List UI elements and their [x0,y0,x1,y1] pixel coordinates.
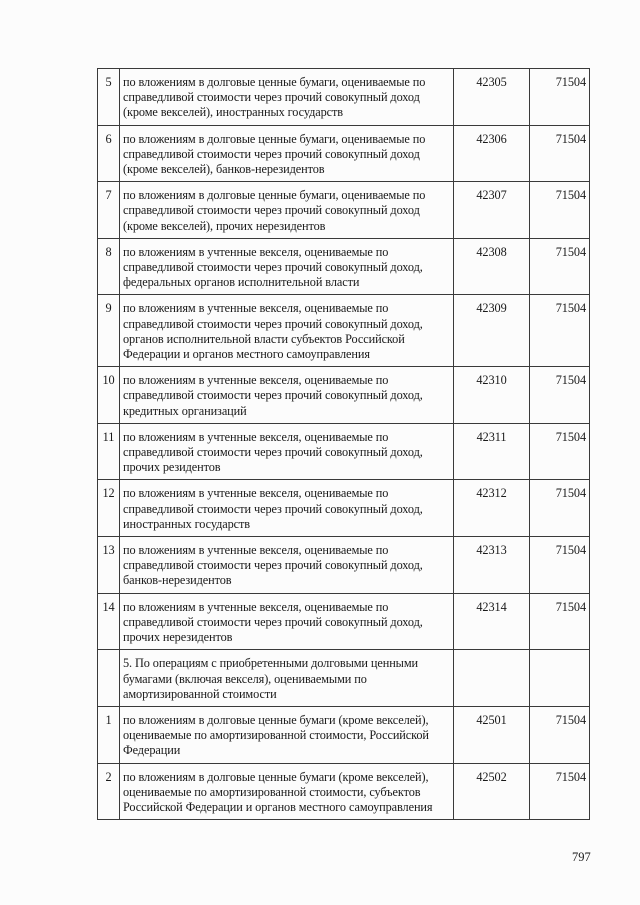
row-description: по вложениям в долговые ценные бумаги, оцениваемые по справедливой стоимости через прочий совокупный доход (кроме векселей), иностранных государств [120,69,454,126]
section-heading-row [98,650,590,707]
account-code: 42309 [454,295,530,367]
row-description: по вложениям в учтенные векселя, оцениваемые по справедливой стоимости через прочий совокупный доход, прочих нерезидентов [120,593,454,650]
account-table [97,68,590,820]
account-code: 42502 [454,763,530,820]
row-description: по вложениям в учтенные векселя, оцениваемые по справедливой стоимости через прочий совокупный доход, кредитных организаций [120,367,454,424]
symbol-code: 71504 [530,125,590,182]
account-code: 42310 [454,367,530,424]
symbol-code: 71504 [530,537,590,594]
account-code: 42306 [454,125,530,182]
table-row [98,182,590,239]
row-number: 6 [98,125,120,182]
symbol-code: 71504 [530,423,590,480]
row-description: по вложениям в долговые ценные бумаги (кроме векселей), оцениваемые по амортизированной стоимости, Российской Федерации [120,706,454,763]
row-description: по вложениям в долговые ценные бумаги (кроме векселей), оцениваемые по амортизированной стоимости, субъектов Российской Федерации и органов местного самоуправления [120,763,454,820]
row-number: 5 [98,69,120,126]
account-code: 42313 [454,537,530,594]
symbol-code [530,650,590,707]
row-number: 14 [98,593,120,650]
table-row [98,69,590,126]
symbol-code: 71504 [530,706,590,763]
table-row [98,480,590,537]
symbol-code: 71504 [530,367,590,424]
row-number: 1 [98,706,120,763]
row-description: по вложениям в учтенные векселя, оцениваемые по справедливой стоимости через прочий совокупный доход, федеральных органов исполнительной власти [120,238,454,295]
table-row [98,537,590,594]
account-code: 42311 [454,423,530,480]
symbol-code: 71504 [530,295,590,367]
table-row [98,238,590,295]
symbol-code: 71504 [530,593,590,650]
account-code: 42312 [454,480,530,537]
table-row [98,706,590,763]
row-description: по вложениям в долговые ценные бумаги, оцениваемые по справедливой стоимости через прочий совокупный доход (кроме векселей), прочих нерезидентов [120,182,454,239]
account-code: 42307 [454,182,530,239]
table-row [98,763,590,820]
row-number: 13 [98,537,120,594]
table-row [98,423,590,480]
row-description: по вложениям в учтенные векселя, оцениваемые по справедливой стоимости через прочий совокупный доход, банков-нерезидентов [120,537,454,594]
row-number: 8 [98,238,120,295]
table-row [98,593,590,650]
section-heading: 5. По операциям с приобретенными долговыми ценными бумагами (включая векселя), оцениваемыми по амортизированной стоимости [120,650,454,707]
account-code [454,650,530,707]
row-number: 12 [98,480,120,537]
symbol-code: 71504 [530,238,590,295]
row-number: 10 [98,367,120,424]
account-code: 42308 [454,238,530,295]
row-description: по вложениям в учтенные векселя, оцениваемые по справедливой стоимости через прочий совокупный доход, органов исполнительной власти субъектов Российской Федерации и органов местного самоуправления [120,295,454,367]
symbol-code: 71504 [530,480,590,537]
symbol-code: 71504 [530,182,590,239]
symbol-code: 71504 [530,763,590,820]
table-row [98,125,590,182]
table-row [98,367,590,424]
row-number [98,650,120,707]
account-code: 42501 [454,706,530,763]
symbol-code: 71504 [530,69,590,126]
account-code: 42314 [454,593,530,650]
row-number: 9 [98,295,120,367]
row-number: 2 [98,763,120,820]
row-description: по вложениям в учтенные векселя, оцениваемые по справедливой стоимости через прочий совокупный доход, иностранных государств [120,480,454,537]
row-number: 7 [98,182,120,239]
page-number: 797 [572,850,591,864]
row-description: по вложениям в долговые ценные бумаги, оцениваемые по справедливой стоимости через прочий совокупный доход (кроме векселей), банков-нерезидентов [120,125,454,182]
account-code: 42305 [454,69,530,126]
row-description: по вложениям в учтенные векселя, оцениваемые по справедливой стоимости через прочий совокупный доход, прочих резидентов [120,423,454,480]
table-row [98,295,590,367]
row-number: 11 [98,423,120,480]
